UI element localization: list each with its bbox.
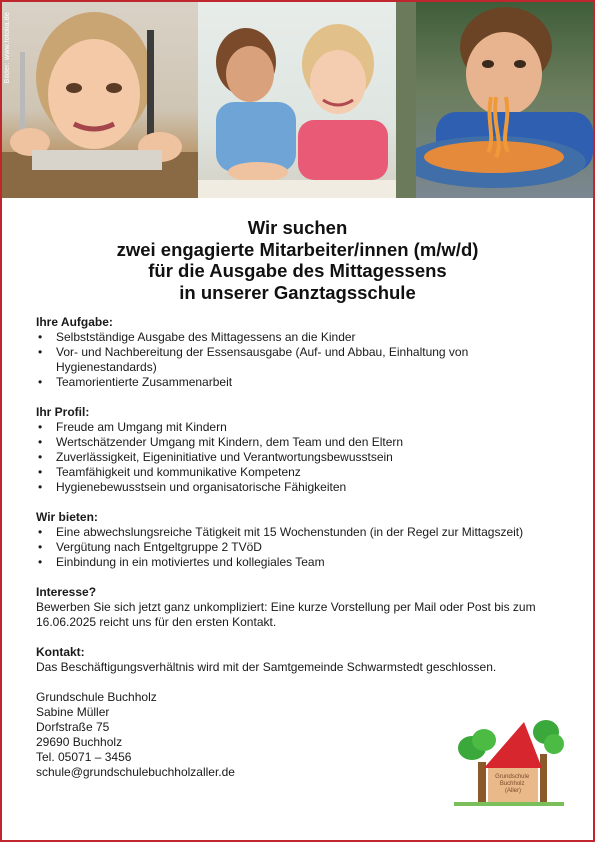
girl-illustration — [2, 2, 198, 198]
section-aufgaben — [36, 315, 559, 390]
section-interesse — [36, 585, 559, 630]
kontakt-title: Kontakt: — [36, 645, 85, 659]
list-item: • Teamorientierte Zusammenarbeit — [36, 375, 559, 390]
city: 29690 Buchholz — [36, 735, 123, 749]
bieten-list — [36, 525, 559, 570]
list-item: • Eine abwechslungsreiche Tätigkeit mit 15 Wochenstunden (in der Regel zur Mittagszeit) — [36, 525, 559, 540]
contact-person: Sabine Müller — [36, 705, 110, 719]
headline-line-3: für die Ausgabe des Mittagessens — [148, 260, 447, 281]
aufgaben-title: Ihre Aufgabe: — [36, 315, 113, 329]
photo-boy-spaghetti — [396, 2, 593, 198]
photo-banner — [2, 2, 593, 198]
section-kontakt — [36, 645, 559, 675]
boy-illustration — [396, 2, 593, 198]
list-item: • Wertschätzender Umgang mit Kindern, dem Team und den Eltern — [36, 435, 559, 450]
email-link[interactable]: schule@grundschulebuchholzaller.de — [36, 765, 235, 779]
headline-line-2: zwei engagierte Mitarbeiter/innen (m/w/d) — [116, 238, 479, 260]
interesse-text: Bewerben Sie sich jetzt ganz unkompliziert: Eine kurze Vorstellung per Mail oder Post bis zum 16.06.2025 reicht uns für den ersten Kontakt. — [36, 600, 536, 629]
section-bieten — [36, 510, 559, 570]
aufgaben-list — [36, 330, 559, 390]
children-illustration — [198, 2, 396, 198]
list-item: • Selbstständige Ausgabe des Mittagessens an die Kinder — [36, 330, 559, 345]
list-item: • Einbindung in ein motiviertes und kollegiales Team — [36, 555, 559, 570]
house-tree-logo — [454, 718, 564, 810]
list-item: • Zuverlässigkeit, Eigeninitiative und Verantwortungsbewusstsein — [36, 450, 559, 465]
headline-line-1: Wir suchen — [247, 217, 348, 238]
list-item: • Vor- und Nachbereitung der Essensausgabe (Auf- und Abbau, Einhaltung von Hygienestandards) — [36, 345, 559, 375]
logo-text: Grundschule Buchholz (Aller) — [495, 774, 530, 794]
list-item: • Teamfähigkeit und kommunikative Kompetenz — [36, 465, 559, 480]
headline-line-4: in unserer Ganztagsschule — [179, 281, 416, 303]
photo-children-eating — [198, 2, 396, 198]
section-profil — [36, 405, 559, 495]
phone: Tel. 05071 – 3456 — [36, 750, 132, 764]
photo-girl-with-cutlery — [2, 2, 198, 198]
profil-list — [36, 420, 559, 495]
school-name: Grundschule Buchholz — [36, 690, 157, 704]
headline — [2, 217, 593, 303]
street: Dorfstraße 75 — [36, 720, 110, 734]
flyer-content — [2, 198, 593, 780]
profil-title: Ihr Profil: — [36, 405, 90, 419]
bieten-title: Wir bieten: — [36, 510, 98, 524]
photo-credit: Bilder: www.fotolia.de — [4, 12, 11, 84]
interesse-title: Interesse? — [36, 585, 97, 599]
list-item: • Vergütung nach Entgeltgruppe 2 TVöD — [36, 540, 559, 555]
list-item: • Freude am Umgang mit Kindern — [36, 420, 559, 435]
kontakt-text: Das Beschäftigungsverhältnis wird mit der Samtgemeinde Schwarmstedt geschlossen. — [36, 660, 497, 674]
list-item: • Hygienebewusstsein und organisatorische Fähigkeiten — [36, 480, 559, 495]
school-logo — [454, 718, 564, 810]
